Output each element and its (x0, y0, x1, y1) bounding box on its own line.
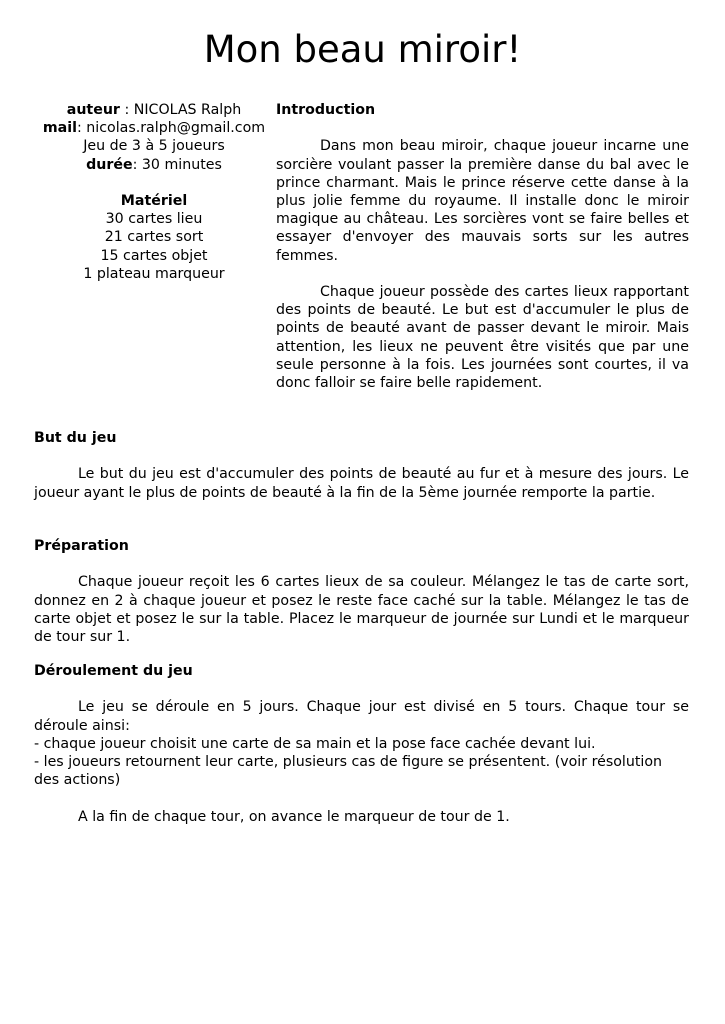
materials-heading: Matériel (120, 193, 188, 209)
gameplay-step: - les joueurs retournent leur carte, plusieurs cas de figure se présentent. (voir résolution des actions) (34, 754, 663, 789)
preparation-heading: Préparation (34, 538, 129, 554)
goal-heading: But du jeu (34, 430, 117, 446)
preparation-section (34, 537, 689, 646)
material-item: 15 cartes objet (100, 247, 208, 264)
goal-paragraph: Le but du jeu est d'accumuler des points de beauté au fur et à mesure des jours. Le joueur ayant le plus de points de beauté à la fin de la 5ème journée remporte la partie. (34, 466, 689, 501)
introduction-paragraph: Chaque joueur possède des cartes lieux rapportant des points de beauté. Le but est d'accumuler le plus de points de beauté avant de passer devant le miroir. Mais attention, les lieux ne peuvent être visités que par une seule personne à la fois. Les journées sont courtes, il va donc falloir se faire belle rapidement. (276, 284, 689, 392)
material-item: 30 cartes lieu (105, 211, 203, 228)
author-line (34, 101, 274, 119)
gameplay-heading: Déroulement du jeu (34, 663, 193, 679)
introduction-heading: Introduction (276, 102, 376, 118)
mail-label: mail (42, 120, 77, 137)
document-title: Mon beau miroir! (203, 28, 522, 71)
game-info-column (34, 101, 274, 283)
introduction-section (276, 101, 689, 392)
gameplay-step: - chaque joueur choisit une carte de sa main et la pose face cachée devant lui. (34, 735, 596, 752)
duration-label: durée (86, 156, 133, 173)
gameplay-end-paragraph: A la fin de chaque tour, on avance le marqueur de tour de 1. (78, 808, 510, 825)
duration-value: : 30 minutes (132, 156, 222, 173)
material-item: 21 cartes sort (104, 229, 204, 246)
gameplay-paragraph: Le jeu se déroule en 5 jours. Chaque jour est divisé en 5 tours. Chaque tour se déroule ainsi: (34, 699, 689, 734)
mail-value: : nicolas.ralph@gmail.com (76, 120, 266, 137)
author-label: auteur (66, 102, 120, 118)
goal-section (34, 429, 689, 502)
material-item: 1 plateau marqueur (83, 265, 225, 282)
preparation-paragraph: Chaque joueur reçoit les 6 cartes lieux de sa couleur. Mélangez le tas de carte sort, donnez en 2 à chaque joueur et posez le reste face caché sur la table. Mélangez le tas de carte objet et posez le sur la table. Placez le marqueur de journée sur Lundi et le marqueur de tour sur 1. (34, 574, 689, 645)
author-value: : NICOLAS Ralph (119, 102, 242, 118)
mail-line (34, 119, 274, 137)
introduction-paragraph: Dans mon beau miroir, chaque joueur incarne une sorcière voulant passer la première danse du bal avec le prince charmant. Mais le prince réserve cette danse à la plus jolie femme du royaume. Il installe donc le miroir magique au château. Les sorcières vont se faire belles et essayer d'envoyer des mauvais sorts sur les autres femmes. (276, 138, 689, 264)
players-line: Jeu de 3 à 5 joueurs (83, 138, 225, 155)
duration-line (34, 156, 274, 174)
gameplay-section (34, 662, 689, 826)
